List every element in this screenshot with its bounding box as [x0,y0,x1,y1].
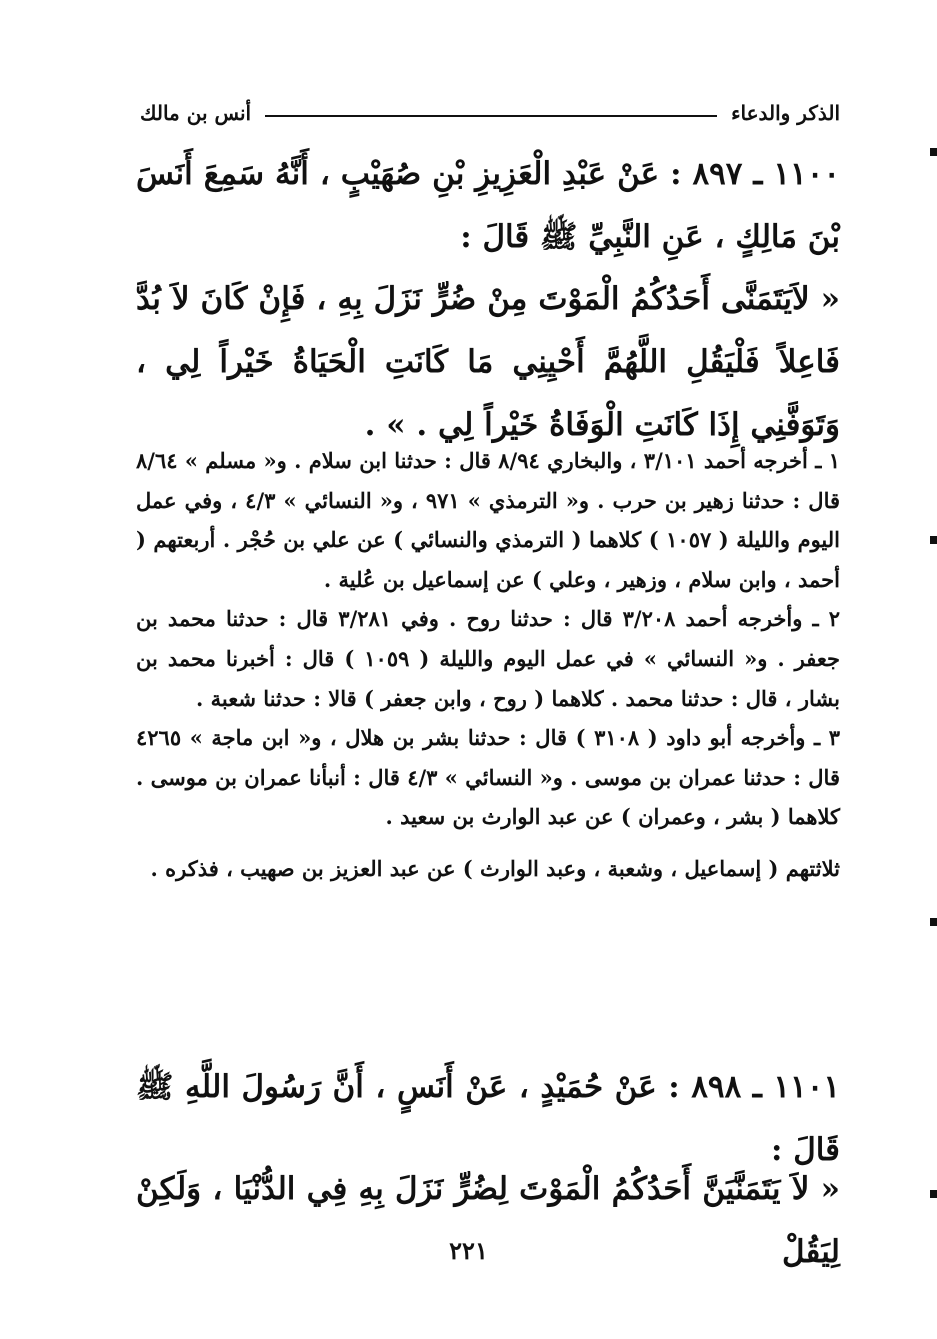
hadith-1101-text: « لاَ يَتَمَنَّيَنَّ أَحَدُكُمُ الْمَوْتَ لِضُرٍّ نَزَلَ بِهِ فِي الدُّنْيَا ، وَلَكِنْ لِيَقُلْ [136,1171,840,1270]
margin-marker [930,918,937,926]
hadith-1100-text: « لاَيَتَمَنَّى أَحَدُكُمُ الْمَوْتَ مِنْ ضُرٍّ نَزَلَ بِهِ ، فَإِنْ كَانَ لاَ بُدَّ فَاعِلاً فَلْيَقُلِ اللَّهُمَّ أَحْيِنِي مَا كَانَتِ الْحَيَاةُ خَيْراً لِي ، وَتَوَفَّنِي إِذَا كَانَتِ الْوَفَاةُ خَيْراً لِي . » . [136,281,840,443]
footnote-4: ثلاثتهم ( إسماعيل ، وشعبة ، وعبد الوارث ) عن عبد العزيز بن صهيب ، فذكره . [150,855,840,881]
footnote-3: ٣ ـ وأخرجه أبو داود ( ٣١٠٨ ) قال : حدثنا بشر بن هلال ، و« ابن ماجة » ٤٢٦٥ قال : حدثنا عمران بن موسى . و« النسائي » ٤/٣ قال : أنبأنا عمران بن موسى . كلاهما ( بشر ، وعمران ) عن عبد الوارث بن سعيد . [136,725,840,830]
margin-marker [930,148,937,156]
footnote-2: ٢ ـ وأخرجه أحمد ٣/٢٠٨ قال : حدثنا روح . وفي ٣/٢٨١ قال : حدثنا محمد بن جعفر . و« النسائي » في عمل اليوم والليلة ( ١٠٥٩ ) قال : أخبرنا محمد بن بشار ، قال : حدثنا محمد . كلاهما ( روح ، وابن جعفر ) قالا : حدثنا شعبة . [136,606,840,711]
hadith-1100-intro: ١١٠٠ ـ ٨٩٧ : عَنْ عَبْدِ الْعَزِيزِ بْنِ صُهَيْبٍ ، أَنَّهُ سَمِعَ أَنَسَ بْنَ مَالِكٍ ، عَنِ النَّبِيِّ ﷺ قَالَ : [136,156,841,255]
header-rule [265,115,717,117]
margin-marker [930,536,937,544]
page-number: ٢٢١ [449,1236,488,1265]
footnote-1: ١ ـ أخرجه أحمد ٣/١٠١ ، والبخاري ٨/٩٤ قال : حدثنا ابن سلام . و« مسلم » ٨/٦٤ قال : حدثنا زهير بن حرب . و« الترمذي » ٩٧١ ، و« النسائي » ٤/٣ ، وفي عمل اليوم والليلة ( ١٠٥٧ ) كلاهما ( الترمذي والنسائي ) عن علي بن حُجْر . أربعتهم ( أحمد ، وابن سلام ، وزهير ، وعلي ) عن إسماعيل بن عُلية . [136,448,841,592]
footnotes [136,441,840,889]
running-header [140,96,840,130]
hadith-1101-intro: ١١٠١ ـ ٨٩٨ : عَنْ حُمَيْدٍ ، عَنْ أَنَسٍ ، أَنَّ رَسُولَ اللَّهِ ﷺ قَالَ : [136,1069,840,1168]
margin-marker [930,1190,937,1198]
header-narrator-title: أنس بن مالك [140,101,252,125]
header-chapter-title: الذكر والدعاء [731,101,840,125]
